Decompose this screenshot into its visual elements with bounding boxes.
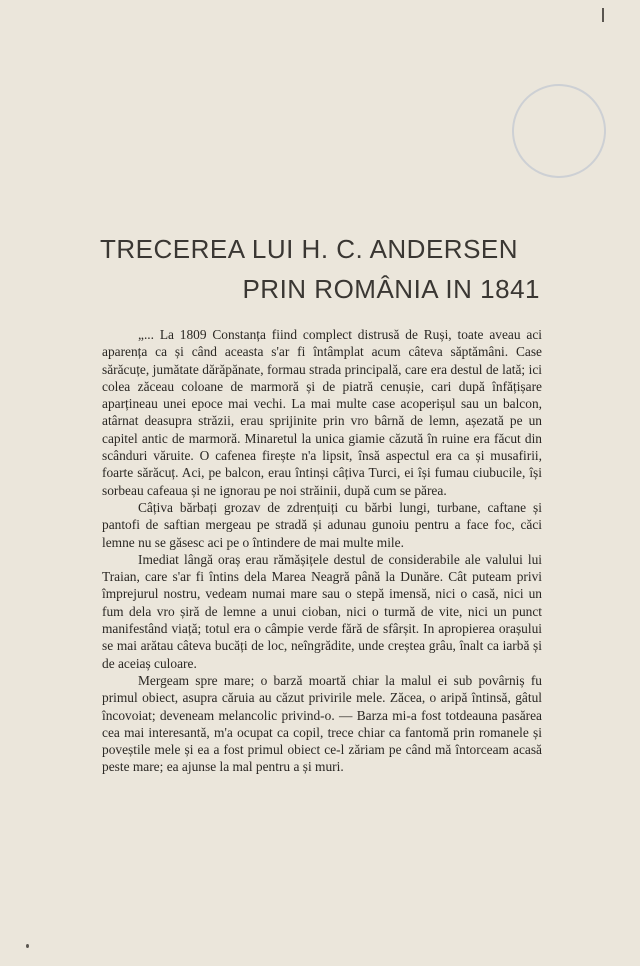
paragraph-4: Mergeam spre mare; o barză moartă chiar la malul ei sub povârniș fu primul obiect, asupra căruia au căzut privirile mele. Zăcea, o aripă întinsă, gâtul încovoiat; deveneam melancolic privind-o. — Barza mi-a fost totdeauna pasărea cea mai interesantă, m'a ocupat ca copil, trece chiar ca fantomă prin romanele și poveștile mele și ea a fost primul obiect ce-l zăriam pe când mă întorceam acasă peste mare; ea ajunse la mal pentru a și muri. [102, 672, 542, 775]
chapter-title [100, 232, 540, 306]
paragraph-1: „... La 1809 Constanța fiind complect distrusă de Ruși, toate aveau aci aparența ca și când aceasta s'ar fi întâmplat acum câteva săptămâni. Case sărăcuțe, jumătate dărăpănate, formau strada principală, care era destul de lată; ici colea zăceau coloane de marmoră și de piatră cenușie, cari după înfățișare aparțineau unei epoce mai vechi. La mai multe case acoperișul sau un balcon, atârnat deasupra străzii, erau sprijinite prin vro bârnă de lemn, așezată pe un capitel antic de marmoră. Minaretul la unica giamie căzută în ruine era făcut din scânduri văruite. O cafenea firește n'a lipsit, însă aspectul era ca și musafirii, foarte sărăcuț. Aci, pe balcon, erau întinși câțiva Turci, ei își fumau ciubucile, își sorbeau cafeaua și ne ignorau pe noi străinii, după cum se părea. [102, 327, 542, 498]
article-body [102, 326, 542, 776]
edge-mark-top [602, 8, 604, 22]
paragraph-3: Imediat lângă oraș erau rămășițele destul de considerabile ale valului lui Traian, care s'ar fi întins dela Marea Neagră până la Dunăre. Cât puteam privi împrejurul nostru, vedeam numai mare sau o stepă imensă, nici o casă, nici un fum dela vro șiră de lemne a unui cioban, nici o turmă de vite, nici un punct manifestând viață; totul era o câmpie verde fără de sfârșit. In apropierea orașului se mai arătau câteva bucăți de loc, neîngrădite, unde creștea grâu, înalt ca iarbă și de aceiaș culoare. [102, 551, 542, 671]
edge-mark-bottom [26, 944, 29, 948]
title-line-1: TRECEREA LUI H. C. ANDERSEN [100, 234, 519, 264]
library-stamp [497, 69, 622, 194]
paragraph-2: Câțiva bărbați grozav de zdrențuiți cu bărbi lungi, turbane, caftane și pantofi de saftian mergeau pe stradă și adunau gunoiu pentru a face foc, căci lemne nu se găsesc aci pe o întindere de mai multe mile. [102, 499, 542, 550]
title-line-2: PRIN ROMÂNIA IN 1841 [242, 274, 540, 304]
